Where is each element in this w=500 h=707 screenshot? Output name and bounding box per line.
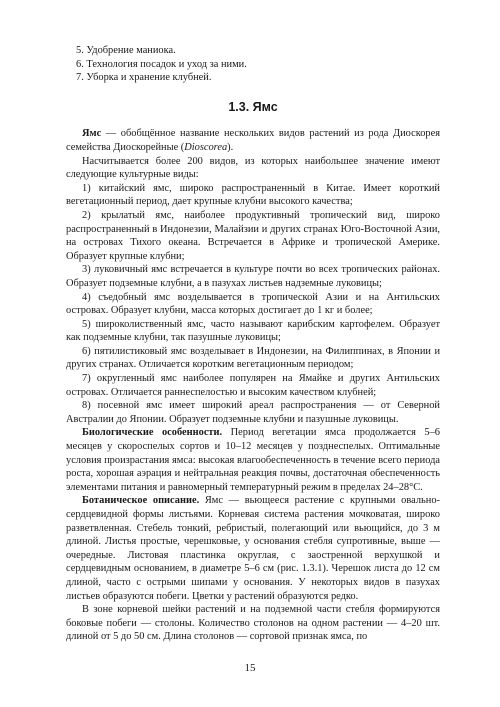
species-item: 4) съедобный ямс возделывается в тропической Азии и на Антильских островах. Образует клубни, масса которых достигает до 1 кг и более; — [66, 291, 440, 317]
bio-term: Биологические особенности. — [82, 427, 223, 439]
botany-term: Ботаническое описание. — [82, 495, 200, 507]
species-item: 1) китайский ямс, широко распространенный в Китае. Имеет короткий вегетационный период, дает крупные клубни высокого качества; — [66, 182, 440, 208]
species-item: 6) пятилистиковый ямс возделывает в Индонезии, на Филиппинах, в Японии и других странах. Отличается коротким вегетационным периодом; — [66, 345, 440, 371]
toc-item: 5. Удобрение маниока. — [76, 45, 176, 56]
toc-item: 7. Уборка и хранение клубней. — [76, 72, 212, 84]
genus-name: Dioscorea — [184, 141, 228, 153]
page-body — [66, 44, 440, 644]
stolons-paragraph: В зоне корневой шейки растений и на подземной части стебля формируются боковые побеги — столоны. Количество столонов на одном растении — 4–20 шт. длиной от 5 до 50 см. Длина столонов — сортовой признак ямса, по — [66, 604, 440, 643]
bio-text: Период вегетации ямса продолжается 5–6 месяцев у скороспелых сортов и 10–12 месяцев у позднеспелых. Оптимальные условия произрастания ямса: высокая влагообеспеченность в течение всего периода роста, хорошая аэрация и нейтральная реакция почвы, достаточная обеспеченность элементами питания и равномерный температурный режим в пределах 24–28°С. — [66, 427, 440, 493]
toc-list — [66, 44, 440, 85]
species-item: 2) крылатый ямс, наиболее продуктивный тропический вид, широко распространенный в Индонезии, Малайзии и других странах Юго-Восточной Азии, на островах Тихого океана. Встречается в Африке и тропической Америке. Образует крупные клубни; — [66, 209, 440, 262]
count-paragraph: Насчитывается более 200 видов, из которых наибольшее значение имеют следующие культурные виды: — [66, 155, 440, 181]
intro-text: — обобщённое название нескольких видов растений из рода Диоскорея семейства Диоскорейные ( — [66, 128, 440, 153]
botany-paragraph — [66, 494, 440, 603]
page-number: 15 — [244, 662, 256, 674]
species-item: 3) луковичный ямс встречается в культуре почти во всех тропических районах. Образует подземные клубни, а в пазухах листьев надземные луковицы; — [66, 264, 440, 289]
intro-term: Ямс — [82, 128, 102, 140]
intro-paragraph — [66, 127, 440, 154]
toc-item: 6. Технология посадок и уход за ними. — [76, 58, 247, 70]
species-item: 7) округленный ямс наиболее популярен на Ямайке и других Антильских островах. Отличается раннеспелостью и высоким качеством клубней; — [66, 373, 440, 398]
species-item: 5) широколиственный ямс, часто называют карибским картофелем. Образует как подземные клубни, так пазушные луковицы; — [66, 318, 440, 344]
section-title: 1.3. Ямс — [228, 99, 278, 114]
bio-paragraph — [66, 426, 440, 494]
intro-text-end: ). — [227, 141, 234, 153]
species-item: 8) посевной ямс имеет широкий ареал распространения — от Северной Австралии до Японии. Образует подземные клубни и пазушные луковицы. — [66, 400, 440, 425]
botany-text: Ямс — вьющееся растение с крупными овально-сердцевидной формы листьями. Корневая система растения мочковатая, широко разветвленная. Стебель тонкий, ребристый, полегающий или вьющийся, до 3 м длиной. Листья простые, черешковые, у основания стебля супротивные, выше — очередные. Листовая пластинка округлая, с заостренной верхушкой и сердцевидным основанием, в диаметре 5–6 см (рис. 1.3.1). Черешок листа до 12 см длиной, часто с острыми шипами у основания. У некоторых видов в пазухах листьев образуются побеги. Цветки у растений образуются редко. — [66, 495, 440, 602]
